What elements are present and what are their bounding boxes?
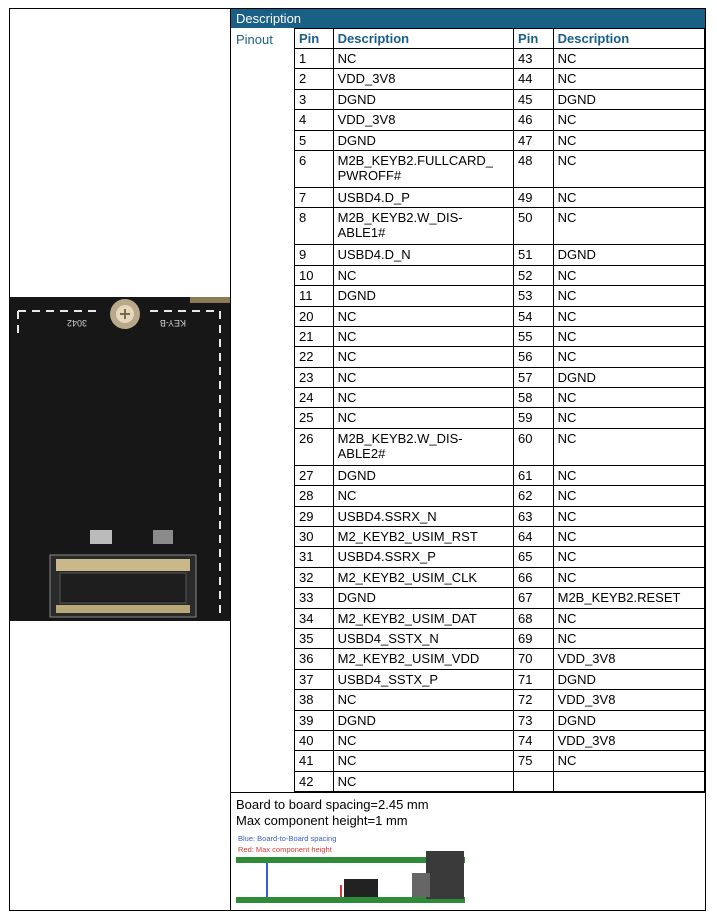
description-cell: VDD_3V8 [553,649,704,669]
description-cell: NC [553,69,704,89]
diagram-blue-label: Blue: Board-to-Board spacing [238,834,337,843]
pin-cell [514,771,554,791]
pin-cell: 72 [514,690,554,710]
col-header-pin: Pin [295,29,334,49]
pin-cell: 33 [295,588,334,608]
table-row [295,547,705,567]
table-row [295,465,705,485]
pin-cell: 8 [295,208,334,245]
pin-cell: 43 [514,49,554,69]
description-cell: NC [553,208,704,245]
pin-cell: 42 [295,771,334,791]
pin-cell: 30 [295,527,334,547]
pin-cell: 70 [514,649,554,669]
description-cell: NC [333,388,513,408]
description-cell: M2B_KEYB2.W_DIS- ABLE1# [333,208,513,245]
pin-cell: 10 [295,265,334,285]
pinout-label: Pinout [236,32,273,47]
table-row [295,730,705,750]
col-header-pin-2: Pin [514,29,554,49]
description-cell: DGND [333,588,513,608]
table-row [295,306,705,326]
description-cell: DGND [553,710,704,730]
pin-cell: 44 [514,69,554,89]
pin-cell: 39 [295,710,334,730]
pin-table [294,28,705,792]
col-header-description-2: Description [553,29,704,49]
pin-cell: 66 [514,567,554,587]
description-cell: NC [553,751,704,771]
pin-cell: 45 [514,89,554,109]
m2-board-image [10,297,230,621]
description-cell: NC [553,347,704,367]
table-row [295,69,705,89]
pin-cell: 11 [295,286,334,306]
table-row [295,150,705,187]
description-cell: USBD4.SSRX_N [333,506,513,526]
table-row [295,208,705,245]
description-cell: NC [553,150,704,187]
pin-cell: 65 [514,547,554,567]
description-cell: NC [333,347,513,367]
pin-cell: 40 [295,730,334,750]
pin-cell: 35 [295,628,334,648]
description-cell: VDD_3V8 [333,110,513,130]
description-cell: NC [553,428,704,465]
pin-cell: 6 [295,150,334,187]
table-row [295,649,705,669]
description-cell: NC [553,486,704,506]
description-cell: M2B_KEYB2.FULLCARD_ PWROFF# [333,150,513,187]
pin-cell: 4 [295,110,334,130]
description-cell: NC [553,326,704,346]
pin-cell: 23 [295,367,334,387]
table-row [295,751,705,771]
spacing-diagram [236,833,465,907]
description-cell: NC [333,751,513,771]
description-cell: M2B_KEYB2.RESET [553,588,704,608]
table-row [295,588,705,608]
pin-cell: 46 [514,110,554,130]
description-cell: NC [553,49,704,69]
description-cell: USBD4.D_P [333,187,513,207]
table-row [295,486,705,506]
pin-cell: 71 [514,669,554,689]
pin-cell: 51 [514,245,554,265]
description-cell: NC [553,567,704,587]
description-cell: NC [553,286,704,306]
description-cell: USBD4.D_N [333,245,513,265]
description-cell: NC [333,486,513,506]
pin-cell: 29 [295,506,334,526]
table-row [295,326,705,346]
pin-cell: 37 [295,669,334,689]
table-row [295,110,705,130]
pin-cell: 59 [514,408,554,428]
pin-cell: 1 [295,49,334,69]
table-row [295,506,705,526]
description-cell: VDD_3V8 [553,730,704,750]
board-image-column [10,9,231,910]
table-row [295,130,705,150]
description-cell: NC [333,306,513,326]
table-row [295,388,705,408]
table-row [295,367,705,387]
pin-cell: 69 [514,628,554,648]
pin-cell: 32 [295,567,334,587]
description-cell: DGND [553,89,704,109]
pin-cell: 27 [295,465,334,485]
description-cell: VDD_3V8 [553,690,704,710]
pin-cell: 20 [295,306,334,326]
description-cell: NC [553,628,704,648]
description-cell: DGND [553,367,704,387]
description-header: Description [231,9,705,28]
description-cell: DGND [333,465,513,485]
table-row [295,428,705,465]
description-cell: VDD_3V8 [333,69,513,89]
pin-cell: 67 [514,588,554,608]
pin-cell: 7 [295,187,334,207]
pin-cell: 56 [514,347,554,367]
description-cell: DGND [333,286,513,306]
description-cell: NC [553,547,704,567]
description-cell: USBD4_SSTX_P [333,669,513,689]
table-row [295,567,705,587]
description-cell: NC [553,408,704,428]
pin-cell: 62 [514,486,554,506]
table-row [295,771,705,791]
pin-cell: 60 [514,428,554,465]
board-spacing-text: Board to board spacing=2.45 mm [236,797,429,812]
description-cell: NC [333,771,513,791]
table-row [295,187,705,207]
col-header-description: Description [333,29,513,49]
description-cell: NC [333,730,513,750]
pin-cell: 25 [295,408,334,428]
description-cell: NC [553,465,704,485]
pin-cell: 55 [514,326,554,346]
board-part-label: 3042 [66,318,87,328]
description-cell: DGND [333,89,513,109]
pin-cell: 53 [514,286,554,306]
pin-cell: 24 [295,388,334,408]
pin-cell: 5 [295,130,334,150]
pin-cell: 26 [295,428,334,465]
table-row [295,89,705,109]
pin-cell: 50 [514,208,554,245]
spacing-notes [231,792,705,911]
pinout-table-frame [9,8,706,911]
pin-cell: 9 [295,245,334,265]
table-row [295,669,705,689]
description-cell: NC [553,130,704,150]
pin-cell: 48 [514,150,554,187]
description-cell: NC [553,265,704,285]
description-cell: NC [553,110,704,130]
table-row [295,245,705,265]
pin-cell: 54 [514,306,554,326]
table-row [295,49,705,69]
table-row [295,527,705,547]
board-key-label: KEY-B [159,318,186,328]
pin-cell: 58 [514,388,554,408]
table-row [295,710,705,730]
pin-cell: 74 [514,730,554,750]
table-row [295,608,705,628]
pin-cell: 52 [514,265,554,285]
description-cell: NC [333,326,513,346]
pin-cell: 47 [514,130,554,150]
pin-cell: 31 [295,547,334,567]
description-cell: NC [553,306,704,326]
description-cell: NC [333,408,513,428]
pin-cell: 63 [514,506,554,526]
pin-cell: 22 [295,347,334,367]
description-cell: NC [553,608,704,628]
description-cell: USBD4_SSTX_N [333,628,513,648]
table-row [295,628,705,648]
description-cell: NC [333,690,513,710]
pin-cell: 28 [295,486,334,506]
pin-table-body [295,49,705,792]
table-row [295,690,705,710]
pin-cell: 75 [514,751,554,771]
description-cell: USBD4.SSRX_P [333,547,513,567]
description-cell: NC [553,527,704,547]
pin-cell: 57 [514,367,554,387]
description-cell: M2_KEYB2_USIM_RST [333,527,513,547]
description-cell: M2_KEYB2_USIM_DAT [333,608,513,628]
description-cell: NC [553,187,704,207]
diagram-red-label: Red: Max component height [238,845,332,854]
pin-cell: 64 [514,527,554,547]
description-cell: DGND [553,245,704,265]
pin-cell: 21 [295,326,334,346]
description-cell: NC [553,388,704,408]
pin-cell: 68 [514,608,554,628]
description-cell: DGND [333,710,513,730]
description-cell: NC [333,367,513,387]
description-cell: M2_KEYB2_USIM_CLK [333,567,513,587]
pin-cell: 73 [514,710,554,730]
description-cell [553,771,704,791]
description-cell: DGND [553,669,704,689]
description-cell: M2B_KEYB2.W_DIS- ABLE2# [333,428,513,465]
description-cell: NC [333,49,513,69]
spacing-text [236,797,429,829]
pin-cell: 38 [295,690,334,710]
max-height-text: Max component height=1 mm [236,813,408,828]
pin-cell: 3 [295,89,334,109]
description-cell: NC [553,506,704,526]
pin-cell: 61 [514,465,554,485]
pin-cell: 41 [295,751,334,771]
table-row [295,408,705,428]
pin-cell: 49 [514,187,554,207]
table-row [295,286,705,306]
description-cell: M2_KEYB2_USIM_VDD [333,649,513,669]
pin-cell: 34 [295,608,334,628]
pin-cell: 2 [295,69,334,89]
table-row [295,347,705,367]
description-cell: NC [333,265,513,285]
description-cell: DGND [333,130,513,150]
table-row [295,265,705,285]
pin-cell: 36 [295,649,334,669]
